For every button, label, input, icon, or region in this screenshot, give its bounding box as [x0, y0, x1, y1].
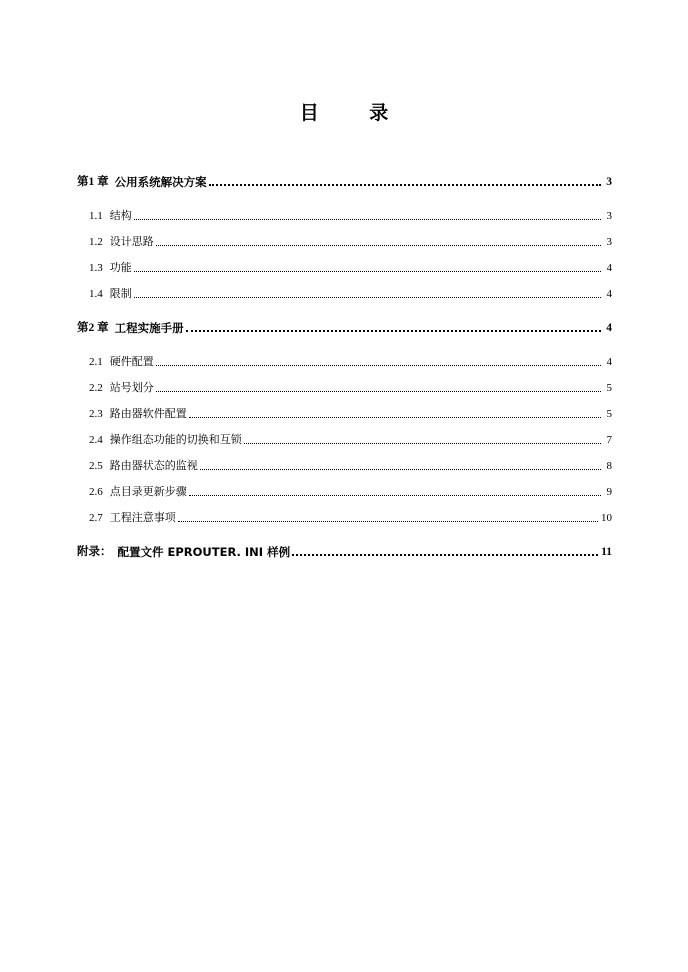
- entry-number: 1.3: [89, 262, 103, 274]
- entry-page: 4: [606, 356, 612, 368]
- toc-entry[interactable]: [77, 510, 612, 526]
- dot-leader: [186, 329, 601, 332]
- toc-entry[interactable]: [77, 544, 612, 560]
- entry-label: 配置文件 EPROUTER. INI 样例: [117, 545, 291, 559]
- entry-page: 4: [606, 322, 612, 334]
- dot-leader: [244, 442, 601, 444]
- dot-leader: [189, 416, 601, 418]
- entry-page: 4: [606, 288, 612, 300]
- toc-entry[interactable]: [77, 432, 612, 448]
- entry-page: 9: [606, 486, 612, 498]
- entry-label: 路由器状态的监视: [109, 459, 198, 472]
- toc-entry[interactable]: [77, 354, 612, 370]
- entry-page: 3: [606, 236, 612, 248]
- entry-label: 硬件配置: [109, 355, 154, 368]
- entry-number: 2.7: [89, 512, 103, 524]
- entry-page: 8: [606, 460, 612, 472]
- entry-page: 3: [606, 210, 612, 222]
- entry-page: 10: [601, 512, 612, 524]
- toc-entry[interactable]: [77, 406, 612, 422]
- entry-number: 1.1: [89, 210, 103, 222]
- dot-leader: [134, 296, 601, 298]
- entry-number: 附录：: [77, 546, 112, 558]
- dot-leader: [134, 270, 601, 272]
- entry-label: 限制: [109, 287, 132, 300]
- toc-entry[interactable]: [77, 458, 612, 474]
- entry-number: 1.2: [89, 236, 103, 248]
- dot-leader: [156, 390, 601, 392]
- entry-number: 1.4: [89, 288, 103, 300]
- dot-leader: [200, 468, 601, 470]
- entry-page: 5: [606, 408, 612, 420]
- entry-number: 第2 章: [77, 322, 109, 334]
- entry-number: 第1 章: [77, 176, 109, 188]
- toc-title: 目 录: [299, 102, 411, 124]
- entry-label: 设计思路: [109, 235, 154, 248]
- entry-number: 2.1: [89, 356, 103, 368]
- entry-number: 2.3: [89, 408, 103, 420]
- entry-label: 路由器软件配置: [109, 407, 187, 420]
- toc-entry[interactable]: [77, 234, 612, 250]
- dot-leader: [156, 244, 601, 246]
- entry-page: 7: [606, 434, 612, 446]
- dot-leader: [134, 218, 601, 220]
- dot-leader: [156, 364, 601, 366]
- entry-label: 结构: [109, 209, 132, 222]
- entry-label: 功能: [109, 261, 132, 274]
- entry-label: 工程实施手册: [114, 321, 184, 335]
- toc-entry[interactable]: [77, 208, 612, 224]
- entry-page: 5: [606, 382, 612, 394]
- entry-label: 操作组态功能的切换和互锁: [109, 433, 242, 446]
- toc-entry[interactable]: [77, 260, 612, 276]
- entry-number: 2.5: [89, 460, 103, 472]
- toc-entry[interactable]: [77, 380, 612, 396]
- entry-page: 11: [601, 546, 612, 558]
- entry-number: 2.6: [89, 486, 103, 498]
- toc-entry[interactable]: [77, 286, 612, 302]
- entry-label: 工程注意事项: [109, 511, 176, 524]
- toc-entry[interactable]: [77, 320, 612, 336]
- entry-number: 2.4: [89, 434, 103, 446]
- entry-page: 4: [606, 262, 612, 274]
- dot-leader: [209, 183, 601, 186]
- toc-entry[interactable]: [77, 484, 612, 500]
- dot-leader: [292, 553, 598, 556]
- entry-label: 公用系统解决方案: [114, 175, 207, 189]
- entry-label: 点目录更新步骤: [109, 485, 187, 498]
- entry-page: 3: [606, 176, 612, 188]
- entry-label: 站号划分: [109, 381, 154, 394]
- entry-number: 2.2: [89, 382, 103, 394]
- toc-entry[interactable]: [77, 174, 612, 190]
- dot-leader: [189, 494, 601, 496]
- dot-leader: [178, 520, 598, 522]
